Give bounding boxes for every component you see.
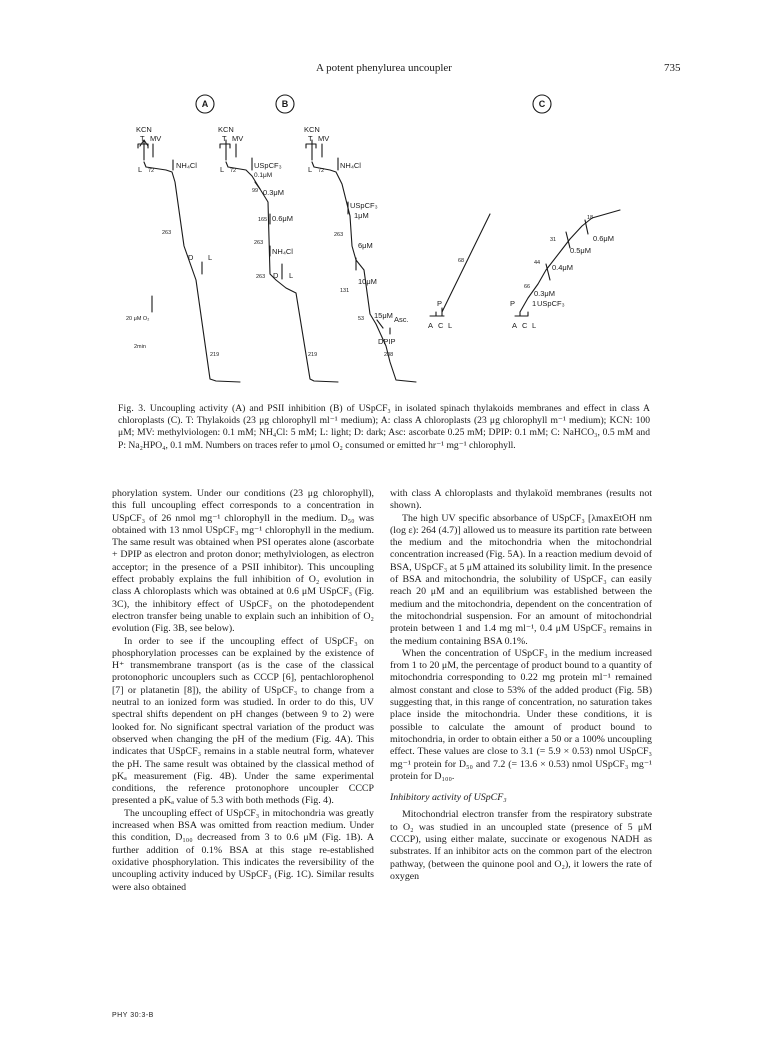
label-mv: MV [232, 134, 244, 143]
rate-label: 72 [148, 168, 155, 174]
label-c: C [522, 321, 528, 330]
trace-c [312, 162, 416, 382]
label-p: P [510, 299, 516, 308]
label-l: L [532, 321, 537, 330]
label-l: L [208, 253, 213, 262]
label-asc: Asc. [394, 315, 409, 324]
paragraph: with class A chloroplasts and thylakoïd membranes (results not shown). [390, 488, 652, 512]
label-l: L [289, 271, 294, 280]
figure-caption [118, 403, 650, 452]
label-t: T [140, 134, 145, 143]
dose-label: 15μM [374, 311, 393, 320]
page-number: 735 [664, 62, 681, 74]
rate-label: 288 [384, 352, 394, 358]
rate-label: 263 [162, 230, 172, 236]
paragraph: The uncoupling effect of USpCF₃ in mitochondria was greatly increased when BSA was omitted from reaction medium. Under this condition, D₁₀₀ decreased from 3 to 0.6 μM (Fig. 1B). A further addition of 0.1% BSA at this stage re-established oxidative phosphorylation. This indicates the reversibility of the uncoupling activity induced by USpCF₃ (Fig. 1C). Similar results were also obtained [112, 807, 374, 893]
label-l: L [138, 165, 143, 174]
rate-label: 131 [340, 288, 350, 294]
label-d: D [273, 271, 279, 280]
rate-label: 219 [308, 352, 318, 358]
label-nh4cl: NH₄Cl [272, 247, 293, 256]
label-nh4cl: NH₄Cl [176, 161, 197, 170]
label-a: A [428, 321, 434, 330]
left-column [112, 488, 374, 894]
rate-label: 68 [458, 258, 465, 264]
scale-o2: 20 μM O₂ [126, 316, 150, 322]
figure-3 [100, 84, 680, 400]
scale-time: 2min [134, 344, 146, 350]
caption-label: Fig. 3. [118, 403, 146, 414]
rate-label: 165 [258, 217, 268, 223]
rate-label: 263 [254, 240, 264, 246]
dose-label: 0.1μM [254, 172, 273, 179]
rate-label: 44 [534, 260, 541, 266]
label-d: D [188, 253, 194, 262]
label-p: P [437, 299, 443, 308]
label-l: L [308, 165, 313, 174]
rate-label: 18 [587, 215, 594, 221]
label-c: C [438, 321, 444, 330]
rate-label: 263 [334, 232, 344, 238]
label-kcn: KCN [218, 125, 234, 134]
dose-label: 0.5μM [570, 246, 591, 255]
rate-label: 99 [252, 188, 259, 194]
panel-label: B [281, 99, 289, 109]
paragraph: Mitochondrial electron transfer from the respiratory substrate to O₂ was studied in an uncoupled state (presence of 5 μM CCCP), using either malate, succinate or exogenous NADH as substrates. If an inhibitor acts on the common part of the electron pathway, (between the quinone pool and O₂), it lowers the rate of oxygen [390, 809, 652, 882]
dose-label: 6μM [358, 241, 373, 250]
paragraph: phorylation system. Under our conditions (23 μg chlorophyll), this full uncoupling effect corresponds to a concentration in USpCF₃ of 26 nmol mg⁻¹ chlorophyll in the medium. D₅₀ was obtained with 13 nmol USpCF₃ mg⁻¹ chlorophyll in the medium. The same result was obtained when PSI operates alone (ascorbate + DPIP as electron and proton donor; methylviologen, as electron acceptor; in the presence of a PSII inhibitor). This uncoupling effect probably explains the full inhibition of O₂ evolution in class A chloroplasts which was obtained at 0.6 μM USpCF₃ (Fig. 3C), the inhibitory effect of USpCF₃ on the photodependent electron transfer being unable to explain such an inhibition of O₂ evolution (Fig. 3B, see below). [112, 488, 374, 635]
dose-label: 1μM [354, 211, 369, 220]
label-mv: MV [150, 134, 162, 143]
rate-label: 219 [210, 352, 220, 358]
label-t: T [222, 134, 227, 143]
dose-label: 0.6μM [593, 234, 614, 243]
paragraph: The high UV specific absorbance of USpCF₃ [λmaxEtOH nm (log ε): 264 (4.7)] allowed us to measure its partition rate between the medium and the mitochondria when the mitochondrial concentration increased (Fig. 5A). In a reaction medium devoid of BSA, USpCF₃ at 5 μM attained its solubility limit. In the presence of BSA and mitochondria, the solubility of USpCF₃ can easily reach 20 μM and an equilibrium was established between the medium and the mitochondria, dependent on the concentration of the mitochondrial suspension. For an amount of mitochondrial protein between 1 and 1.4 mg ml⁻¹, 0.4 μM USpCF₃ remains in the medium containing BSA 0.1%. [390, 512, 652, 647]
label-l: L [220, 165, 225, 174]
paragraph: In order to see if the uncoupling effect of USpCF₃ on phosphorylation processes can be explained by the existence of H⁺ transmembrane transport (as is the case of the classical protonophoric uncouplers such as CCCP [6], pentachlorophenol [7] or platanetin [8]), the ability of USpCF₃ to change from a neutral to an ionized form was studied. In order to do this, UV spectral shifts dependent on pH changes (between 9 to 2) were looked for. No significant spectral variation of the product was observed when changing the pH of the medium (Fig. 4A). This indicates that USpCF₃ remains in a stable neutral form, whatever the pH. The same result was obtained by the classical method of pKₐ measurement (Fig. 4B). Under the same experimental conditions, the reference protonophore uncoupler CCCP presented a pKₐ value of 5.3 with both methods (Fig. 4). [112, 635, 374, 807]
label-kcn: KCN [136, 125, 152, 134]
journal-code: PHY 30:3-B [112, 1012, 154, 1019]
label-uspcf3: USpCF₃ [537, 299, 565, 308]
trace-a [144, 162, 240, 382]
right-column [390, 488, 652, 883]
panel-label: A [201, 99, 209, 109]
section-heading: Inhibitory activity of USpCF₃ [390, 792, 507, 804]
label-uspcf3: USpCF₃ [350, 201, 378, 210]
label-nh4cl: NH₄Cl [340, 161, 361, 170]
rate-label: 263 [256, 274, 266, 280]
running-title: A potent phenylurea uncoupler [316, 62, 452, 74]
dose-label: 0.4μM [552, 263, 573, 272]
rate-label: 66 [524, 284, 531, 290]
label-kcn: KCN [304, 125, 320, 134]
label-a: A [512, 321, 518, 330]
paragraph: When the concentration of USpCF₃ in the medium increased from 1 to 20 μM, the percentage of product bound to a quantity of mitochondria corresponding to 0.22 mg protein ml⁻¹ remained almost constant and close to 53% of the added product (Fig. 5B) suggesting that, in this range of concentration, no saturation takes place inside the mitochondria. Under these conditions, it is possible to calculate the amount of product bound to mitochondria, in order to obtain either a 50 or a 100% uncoupling effect. These values are close to 3.1 (= 5.9 × 0.53) nmol USpCF₃ mg⁻¹ protein for D₅₀ and 7.2 (= 13.6 × 0.53) nmol USpCF₃ mg⁻¹ protein for D₁₀₀. [390, 647, 652, 782]
dose-label: 0.3μM [534, 289, 555, 298]
panel-label: C [538, 99, 546, 109]
label-l: L [448, 321, 453, 330]
caption-text: Uncoupling activity (A) and PSII inhibition (B) of USpCF₃ in isolated spinach thylakoids membranes and effect in class A chloroplasts (C). T: Thylakoids (23 μg chlorophyll ml⁻¹ medium); A: class A chloroplasts (23 μg chlorophyll m⁻¹ medium); KCN: 100 μM; MV: methylviologen: 0.1 mM; NH₄Cl: 5 mM; L: light; D: dark; Asc: ascorbate 0.25 mM; DPIP: 0.1 mM; C: NaHCO₃, 0.5 mM and P: Na₂HPO₄, 0.1 mM. Numbers on traces refer to μmol O₂ consumed or emitted hr⁻¹ mg⁻¹ chlorophyll. [118, 403, 650, 451]
dose-label: 0.6μM [272, 214, 293, 223]
trace-d [442, 214, 490, 312]
label-dpip: DPIP [378, 337, 396, 346]
dose-label: 1 [532, 299, 537, 308]
rate-label: 72 [318, 168, 325, 174]
rate-label: 31 [550, 237, 557, 243]
rate-label: 72 [230, 168, 237, 174]
rate-label: 53 [358, 316, 365, 322]
dose-label: 0.3μM [263, 188, 284, 197]
dose-label: 10μM [358, 277, 377, 286]
label-mv: MV [318, 134, 330, 143]
label-t: T [308, 134, 313, 143]
label-uspcf3: USpCF₃ [254, 161, 282, 170]
